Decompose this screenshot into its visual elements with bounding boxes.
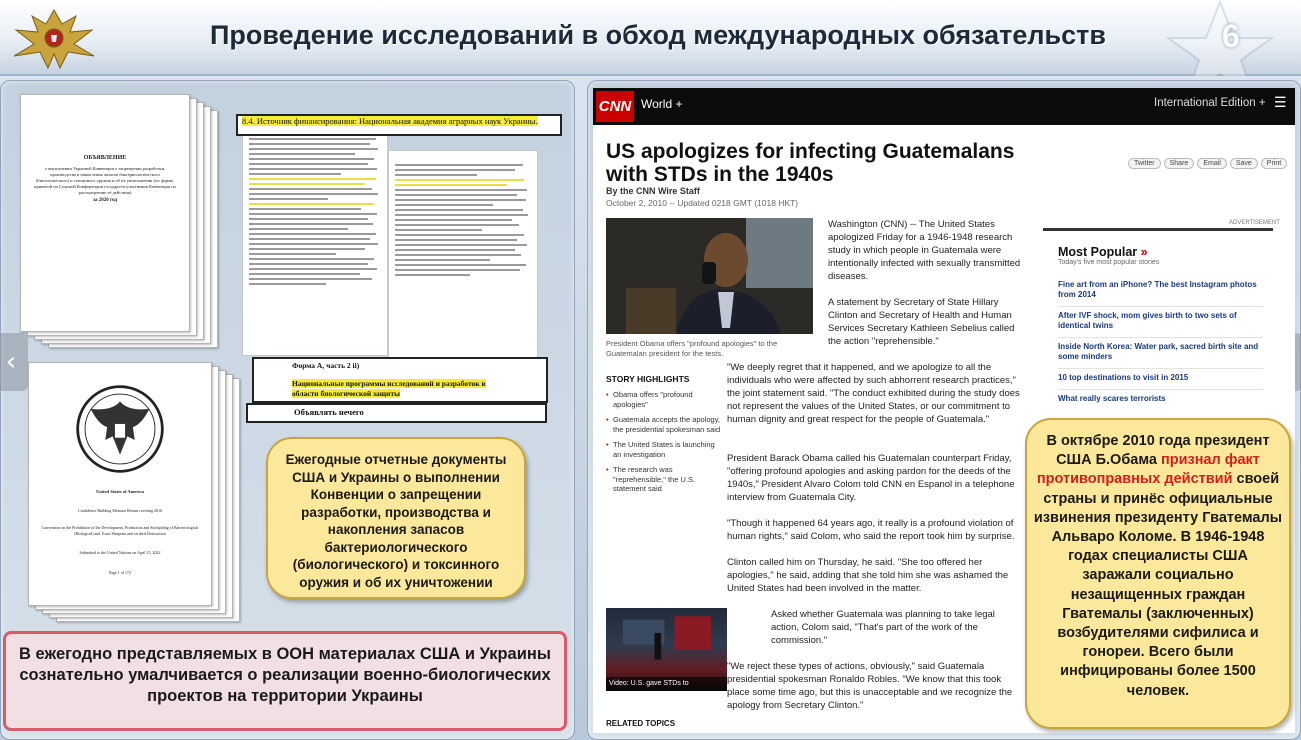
- menu-icon[interactable]: ☰: [1274, 94, 1287, 110]
- obama-apology-callout: [1025, 418, 1291, 729]
- callout-red-text: признал факт противоправных действий: [1036, 452, 1260, 488]
- popular-story-link[interactable]: After IVF shock, mom gives birth to two sets of identical twins: [1058, 307, 1263, 338]
- us-seal-icon: [74, 383, 166, 475]
- most-popular-arrow-icon[interactable]: »: [1140, 245, 1148, 259]
- article-paragraph: A statement by Secretary of State Hillary Clinton and Secretary of Health and Human Services Secretary Kathleen Sebelius called the action "reprehensible.": [828, 297, 1015, 347]
- doc-year: за 2020 год: [92, 198, 118, 203]
- share-toolbar: [1128, 152, 1290, 170]
- doc2-title: United States of America: [96, 489, 144, 494]
- ministry-emblem-icon: [4, 2, 104, 72]
- page-title: Проведение исследований в обход международных обязательств: [210, 20, 1106, 50]
- most-popular-title: Most Popular: [1058, 245, 1138, 259]
- reports-callout-text: Ежегодные отчетные документы США и Украины о выполнении Конвенции о запрещении разработки, производства и накопления запасов бактериологического (биологического) и токсинного оружия и об их уничтожении: [285, 452, 507, 590]
- popular-story-link[interactable]: Fine art from an iPhone? The best Instagram photos from 2014: [1058, 276, 1263, 307]
- slide-number: 6: [1222, 18, 1240, 54]
- article-paragraph: "Though it happened 64 years ago, it really is a profound violation of human rights," said Colom, who said the report took him by surprise.: [727, 518, 1015, 542]
- article-byline: By the CNN Wire Staff: [606, 186, 700, 196]
- obama-phone-photo: [606, 218, 813, 334]
- save-button[interactable]: Save: [1230, 158, 1258, 169]
- doc2-body: Convention on the Prohibition of the Development, Production and Stockpiling of Bacteriological (Biological) and Toxin Weapons and on their Destruction: [41, 525, 199, 536]
- popular-story-link[interactable]: What really scares terrorists: [1058, 394, 1166, 403]
- cnn-nav-bar: [593, 88, 1295, 125]
- un-reports-statement: [3, 631, 567, 731]
- prev-slide-arrow-icon[interactable]: ‹: [0, 333, 28, 391]
- highlight-item: • The research was "reprehensible," the U.S. statement said: [606, 465, 724, 494]
- doc-body: о выполнении Украиной Конвенции о запрещении разработки, производства и накопления запасов бактериологического (биологического) и токсинного оружия и об их уничтожении (по форме, принятой на Седьмой Конференции государств-участников Конвенции по рассмотрению её действия): [34, 166, 176, 195]
- form-label: Форма А, часть 2 ii): [292, 361, 360, 370]
- callout-line1: В октябре 2010 года президент США Б.Обама: [1046, 433, 1270, 469]
- funding-source-text: 8.4. Источник финансирования: Национальная академия аграрных наук Украины.: [242, 116, 538, 126]
- article-date: October 2, 2010 -- Updated 0218 GMT (1018 HKT): [606, 198, 799, 208]
- video-studio-icon: [606, 608, 727, 677]
- highlight-item: • Guatemala accepts the apology, the presidential spokesman said: [606, 415, 724, 434]
- story-highlights: [606, 374, 724, 500]
- reports-callout: [266, 437, 526, 599]
- cnn-logo[interactable]: CNN: [596, 91, 634, 122]
- callout-line4: Всего были инфицированы более 1500 человек.: [1060, 644, 1256, 699]
- doc2-submitted: Submitted to the United Nations on April 15, 2022: [79, 550, 161, 555]
- star-decoration-icon: [1140, 0, 1300, 76]
- highlight-item: • The United States is launching an investigation: [606, 440, 724, 459]
- video-caption: Video: U.S. gave STDs to Guatemalans: [606, 677, 727, 691]
- highlight-item: • Obama offers "profound apologies": [606, 390, 724, 409]
- callout-line3: В 1946-1948 годах специалисты США заражали социально незащищенных граждан Гватемалы (заключенных) возбудителями сифилиса и гонореи.: [1057, 529, 1265, 661]
- world-section-link[interactable]: World +: [641, 97, 683, 111]
- photo-caption: President Obama offers "profound apologies" to the Guatemalan president for the tests.: [606, 339, 778, 358]
- popular-story-link[interactable]: Inside North Korea: Water park, sacred birth site and some minders: [1058, 338, 1263, 369]
- email-button[interactable]: Email: [1197, 158, 1227, 169]
- slide-header: [0, 0, 1301, 76]
- obama-silhouette-icon: [606, 218, 813, 334]
- declare-nothing-box: [246, 403, 547, 423]
- story-highlights-title: STORY HIGHLIGHTS: [606, 374, 690, 384]
- funding-source-box: [236, 114, 562, 136]
- article-paragraph: Washington (CNN) -- The United States apologized Friday for a 1946-1948 research study in which people in Guatemala were intentionally infected with sexually transmitted diseases.: [828, 219, 1021, 282]
- article-paragraph: "We reject these types of actions, obviously," said Guatemala presidential spokesman Ronaldo Robles. "We know that this took place some time ago, but this is unacceptable and we recognize the apology from Secretary Clinton.": [727, 661, 1013, 711]
- article-headline: US apologizes for infecting Guatemalans with STDs in the 1940s: [606, 140, 1015, 186]
- related-topics-label: RELATED TOPICS: [606, 719, 676, 728]
- video-thumbnail[interactable]: [606, 608, 727, 701]
- usa-report-cover: [28, 362, 212, 606]
- popular-story-link[interactable]: 10 top destinations to visit in 2015: [1058, 369, 1263, 390]
- callout-line2: своей страны и принёс официальные извинения президенту Гватемалы Альваро Коломе.: [1033, 471, 1283, 546]
- doc2-subtitle: Confidence Building Measure Return covering 2016: [77, 508, 163, 513]
- most-popular-widget: [1043, 228, 1273, 413]
- form-a-box: [252, 357, 548, 403]
- un-reports-text: В ежегодно представляемых в ООН материалах США и Украины сознательно умалчивается о реализации военно-биологических проектов на территории Украины: [19, 645, 551, 705]
- doc-title: ОБЪЯВЛЕНИЕ: [83, 155, 127, 161]
- article-paragraph: "We deeply regret that it happened, and we apologize to all the individuals who were affected by such abhorrent research practices," the joint statement said. "The conduct exhibited during the study does not represent the values of the United States, or our commitment to human dignity and great respect for the people of Guatemala.": [727, 362, 1020, 425]
- most-popular-subtitle: Today's five most popular stories: [1058, 259, 1160, 266]
- edition-selector[interactable]: International Edition +: [1154, 97, 1266, 109]
- article-paragraph: Clinton called him on Thursday, he said. "She too offered her apologies," he said, adding that she told him she was ashamed the United States had been involved in the matter.: [727, 557, 1009, 594]
- print-button[interactable]: Print: [1261, 158, 1287, 169]
- declare-nothing-text: Объявлять нечего: [294, 407, 364, 417]
- article-paragraph: President Barack Obama called his Guatemalan counterpart Friday, "offering profound apologies and asking pardon for the deeds of the 1940s," President Alvaro Colom told CNN en Espanol in a telephone interview from Guatemala City.: [727, 453, 1015, 503]
- report-excerpt-page-2: [388, 150, 538, 360]
- ukraine-report-cover: [20, 94, 190, 332]
- report-excerpt-page: [242, 120, 388, 356]
- share-button[interactable]: Share: [1164, 158, 1195, 169]
- doc2-page: Page 1 of 172: [108, 569, 132, 575]
- form-highlight-text: Национальные программы исследований и разработок в области биологической защиты: [292, 379, 486, 398]
- article-paragraph: Asked whether Guatemala was planning to take legal action, Colom said, "That's part of the work of the commission.": [771, 609, 995, 646]
- twitter-button[interactable]: Twitter: [1128, 158, 1161, 169]
- advertisement-label: ADVERTISEMENT: [1229, 220, 1280, 226]
